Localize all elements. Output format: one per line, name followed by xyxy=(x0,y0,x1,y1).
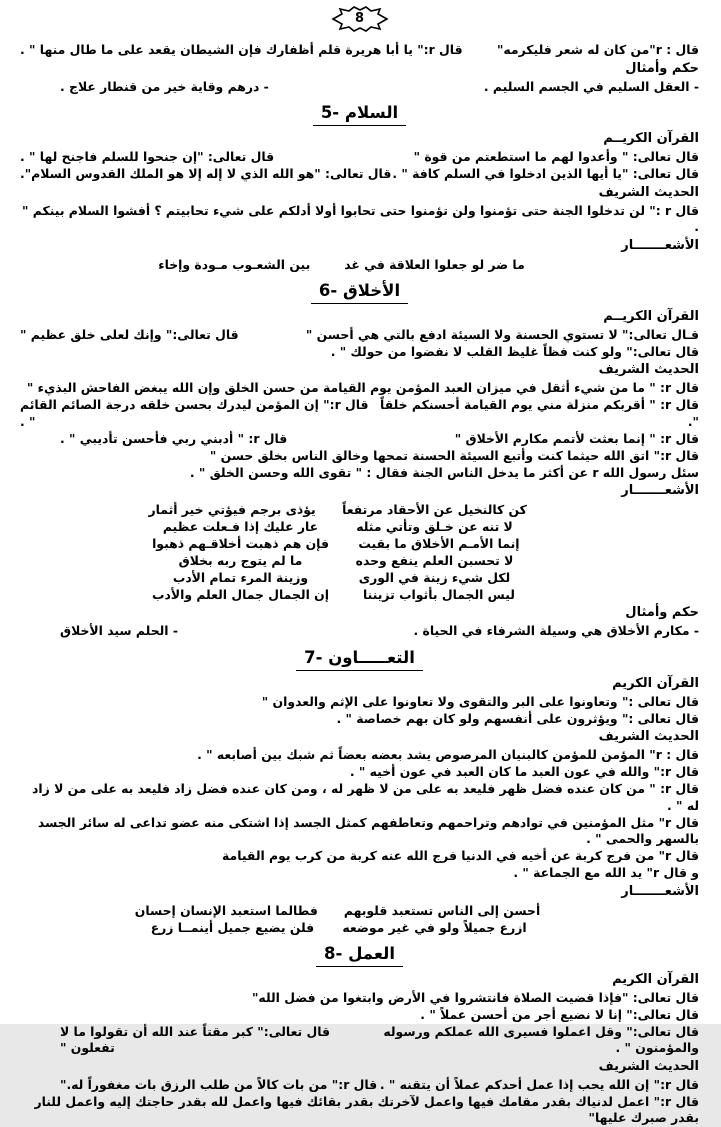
hadith-right: قال r: " أقربكم منزلة مني يوم القيامة أحسنكم خلقاً ". xyxy=(380,397,699,429)
quran-verse: قال تعالى:" وقل اعملوا فسيرى الله عملكم ورسوله والمؤمنون " . xyxy=(383,1023,699,1055)
poetry-verse xyxy=(157,552,519,569)
s8-quran-2: قال تعالى:" إنا لا نضيع أجر من أحسن عملاً " . xyxy=(420,1006,699,1022)
s7-quran-heading: القرآن الكريم xyxy=(612,675,699,691)
s6-poetry-heading: الأشعـــــــار xyxy=(621,483,699,498)
hemistich-right: إنما الأمـم الأخلاق ما بقيت xyxy=(358,536,520,551)
intro-hadith-right: قال : r"من كان له شعر فليكرمه" xyxy=(496,42,699,57)
s6-quran-pair xyxy=(20,327,699,344)
intro-proverbs-heading: حكم وأمثال xyxy=(625,60,699,76)
intro-proverb-right: - العقل السليم في الجسم السليم . xyxy=(483,78,699,94)
hemistich-right: لا تنه عن خـلق وتأتي مثله xyxy=(356,519,513,534)
poetry-verse xyxy=(152,535,523,552)
proverb-right: - مكارم الأخلاق هي وسيلة الشرفاء في الحياة . xyxy=(413,623,699,638)
page-number-badge xyxy=(20,6,699,32)
hadith-right: قال r:" إن الله يحب إذا عمل أحدكم عملاً أن يتقنه " . xyxy=(379,1076,699,1092)
s5-poetry-heading: الأشعـــــــار xyxy=(621,237,699,253)
s6-proverbs-heading: حكم وأمثال xyxy=(625,605,699,620)
s6-hadith-3 xyxy=(20,431,699,448)
poetry-verse xyxy=(157,569,519,586)
s6-poetry-block xyxy=(0,501,677,603)
hemistich-left: فطالما استعبد الإنسان إحسان xyxy=(134,902,318,918)
quran-verse: قال تعالى:" كبر مقتاً عند الله أن تقولوا ما لا تفعلون " xyxy=(60,1023,331,1055)
s6-quran-heading: القرآن الكريــم xyxy=(603,308,699,324)
s6-hadith-2 xyxy=(20,397,699,430)
poetry-verse xyxy=(157,518,519,535)
s7-poetry-block xyxy=(0,902,677,936)
hemistich-left: وزينة المرء تمام الأدب xyxy=(172,570,309,585)
s6-quran-line: قال تعالى:" ولو كنت فظاً غليظ القلب لا نفضوا من حولك " . xyxy=(330,343,699,359)
hadith-left: قال r:" من بات كالاً من طلب الرزق بات مغفوراً له." xyxy=(60,1076,378,1092)
s8-quran-1: قال تعالى: "فإذا قضيت الصلاة فانتشروا في الأرض وابتغوا من فضل الله" xyxy=(251,989,699,1005)
s7-hadith-2: قال r:" والله في عون العبد ما كان العبد في عون أخيه " . xyxy=(349,764,699,779)
quran-verse: قال تعالى:" وإنك لعلى خلق عظيم " xyxy=(20,326,239,342)
hemistich-left: عار عليك إذا فـعلت عظيم xyxy=(162,519,319,534)
hemistich-left: بين الشعـوب مـودة وإخاء xyxy=(158,256,311,272)
proverb-left: - الحلم سيد الأخلاق xyxy=(60,623,178,638)
section-6-title: 6- الأخلاق xyxy=(311,280,408,304)
poetry-verse xyxy=(152,586,523,603)
poetry-verse xyxy=(148,919,526,936)
hemistich-right: لا تحسبن العلم ينفع وحده xyxy=(355,553,514,568)
hemistich-right: كن كالنخيل عن الأحقاد مرتفعاً xyxy=(342,502,527,517)
section-7-title: 7- التعـــــاون xyxy=(296,647,423,671)
poetry-verse xyxy=(150,256,525,273)
poetry-verse xyxy=(148,501,527,518)
hemistich-right: ازرع جميلاً ولو في غير موضعه xyxy=(342,919,527,935)
s5-hadith-heading: الحديث الشريف xyxy=(598,184,699,200)
section-7-title-row xyxy=(20,647,699,671)
s7-quran-2: قال تعالى :" ويؤثرون على أنفسهم ولو كان بهم خصاصة " . xyxy=(336,710,699,726)
hadith-left: قال r:" إن المؤمن ليدرك بحسن خلقه درجة الصائم القائم " . xyxy=(20,397,369,429)
s5-quran-heading: القرآن الكريــم xyxy=(603,131,699,146)
hemistich-left: فلن يضيع جميل أينمــا زرع xyxy=(150,919,315,935)
page-number: 8 xyxy=(354,11,365,26)
s5-hadith-line: قال r :" لن تدخلوا الجنة حتى تؤمنوا ولن تؤمنوا حتى تحابوا أولا أدلكم على شيء تحابيتم ؟ أفشوا السلام بينكم " . xyxy=(22,202,699,234)
s6-hadith-4: قال r:" اتق الله حيثما كنت وأتبع السيئة الحسنة تمحها وخالق الناس بخلق حسن " xyxy=(209,447,699,463)
hemistich-left: ما لم يتوج ربه بخلاق xyxy=(178,553,303,568)
s5-poetry-block xyxy=(0,256,677,273)
s7-hadith-4: قال r" مثل المؤمنين في توادهم وتراحمهم وتعاطفهم كمثل الجسد إذا اشتكى منه عضو تداعى له سائر الجسد بالسهر والحمى " . xyxy=(37,814,699,846)
section-8-title-row xyxy=(20,943,699,967)
s7-hadith-6: و قال r" يد الله مع الجماعة " . xyxy=(513,865,699,880)
hemistich-right: ليس الجمال بأثواب تزيننا xyxy=(363,587,515,602)
quran-verse: قال تعالى: " وأعدوا لهم ما استطعتم من قوة " xyxy=(413,149,699,164)
s6-hadith-1: قال r: " ما من شيء أثقل في ميزان العبد المؤمن يوم القيامة من حسن الخلق وإن الله يبغض الفاحش البذيء " xyxy=(26,380,699,395)
s8-hadith-pair xyxy=(20,1077,699,1094)
poetry-verse xyxy=(135,902,540,919)
hemistich-right: لكل شيء زينة في الورى xyxy=(358,570,511,585)
section-5-title: 5- السلام xyxy=(313,102,406,126)
section-8-title: 8- العمل xyxy=(316,943,403,967)
s8-quran-heading: القرآن الكريم xyxy=(612,971,699,987)
intro-proverbs-pair xyxy=(20,79,699,96)
s8-hadith-heading: الحديث الشريف xyxy=(598,1058,699,1074)
s6-proverbs-pair xyxy=(20,623,699,640)
s6-hadith-5: سئل رسول الله r عن أكثر ما يدخل الناس الجنة فقال : " تقوى الله وحسن الخلق " . xyxy=(189,464,699,480)
hemistich-right: أحسن إلى الناس تستعبد قلوبهم xyxy=(343,902,541,918)
s8-hadith-line: قال r:" اعمل لدنياك بقدر مقامك فيها واعمل لآخرتك بقدر بقائك فيها واعمل لله بقدر حاجتك إليه واعمل للنار بقدر صبرك عليها" xyxy=(34,1093,699,1125)
hadith-left: قال r: " أدبني ربي فأحسن تأديبي " . xyxy=(60,430,288,446)
intro-hadith-pair xyxy=(20,42,699,59)
quran-verse: قـال تعالى:" لا تستوي الحسنة ولا السيئة ادفع بالتي هي أحسن " xyxy=(305,326,699,342)
quran-verse: قال تعالى: "إن جنحوا للسلم فاجنح لها " . xyxy=(20,149,275,164)
s6-hadith-heading: الحديث الشريف xyxy=(598,362,699,377)
s5-quran-pair-1 xyxy=(20,149,699,166)
s7-quran-1: قال تعالى :" وتعاونوا على البر والتقوى ولا تعاونوا على الإثم والعدوان " xyxy=(261,693,699,709)
hadith-right: قال r: " إنما بعثت لأتمم مكارم الأخلاق " xyxy=(454,430,699,446)
hemistich-right: ما ضر لو جعلوا العلاقة في غد xyxy=(344,256,525,272)
s7-poetry-heading: الأشعـــــــار xyxy=(621,883,699,899)
s7-hadith-1: قال : r" المؤمن للمؤمن كالبنيان المرصوص يشد بعضه بعضاً ثم شبك بين أصابعه " . xyxy=(197,747,699,762)
section-6-title-row xyxy=(20,280,699,304)
intro-hadith-left: قال r:" يا أبا هريرة قلم أظفارك فإن الشيطان يقعد على ما طال منها " . xyxy=(20,42,463,57)
hemistich-left: فإن هم ذهبت أخلاقـهم ذهبوا xyxy=(152,536,329,551)
quran-verse: قال تعالى: "هو الله الذي لا إله إلا هو الملك القدوس السلام". xyxy=(20,166,392,181)
s7-hadith-5: قال r" من فرج كربة عن أخيه في الدنيا فرج الله عنه كربة من كرب يوم القيامة xyxy=(222,848,699,863)
s7-hadith-3: قال r: " من كان عنده فضل ظهر فليعد به على من لا ظهر له ، ومن كان عنده فضل زاد فليعد به على من لا زاد له " . xyxy=(32,781,699,813)
section-5-title-row xyxy=(20,102,699,126)
s7-hadith-heading: الحديث الشريف xyxy=(598,729,699,744)
s8-quran-pair xyxy=(20,1024,699,1057)
hemistich-left: يؤذى برجم فيؤتي خير أثمار xyxy=(148,502,316,517)
quran-verse: قال تعالى: "يا أيها الذين ادخلوا في السلم كافة " . xyxy=(392,166,699,181)
hemistich-left: إن الجمال جمال العلم والأدب xyxy=(152,587,329,602)
s5-quran-pair-2 xyxy=(20,166,699,183)
intro-proverb-left: - درهم وقاية خير من قنطار علاج . xyxy=(60,78,269,94)
